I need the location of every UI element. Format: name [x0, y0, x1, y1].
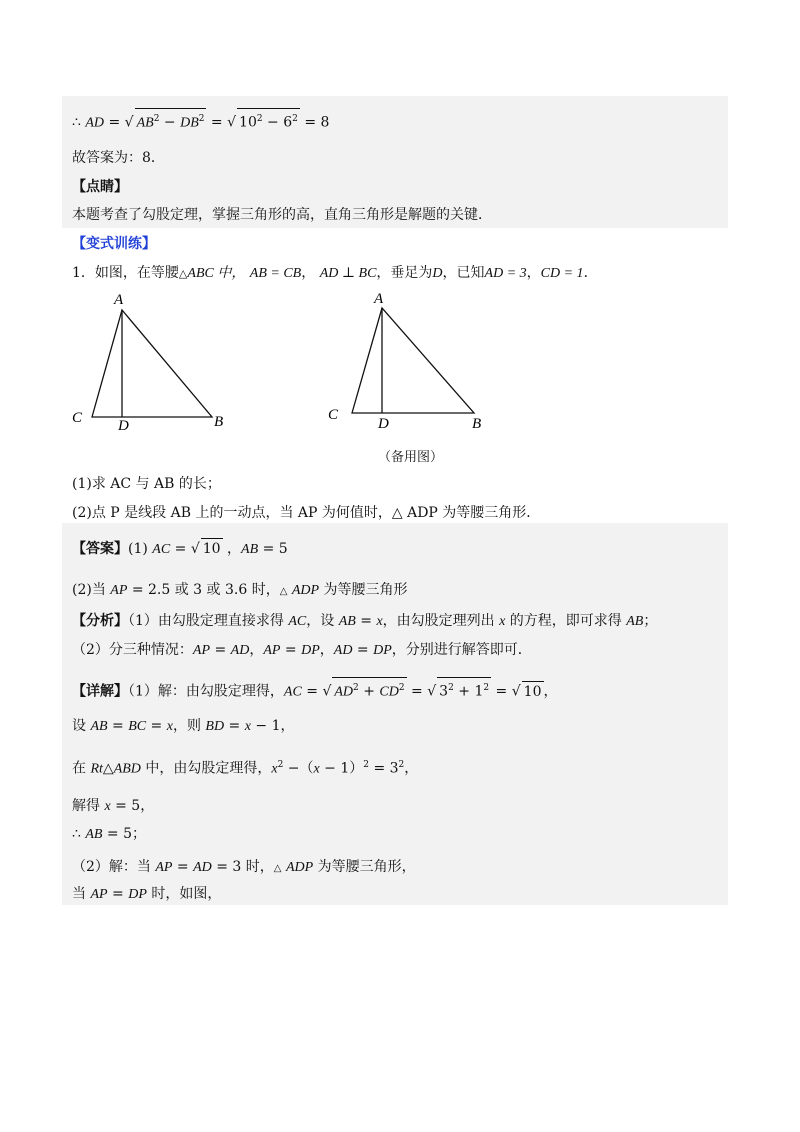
detail-line-2: 设 AB = BC = x，则 BD = x − 1，	[72, 718, 295, 734]
detail-line-6: （2）解：当 AP = AD = 3 时，△ ADP 为等腰三角形，	[72, 859, 416, 875]
detail-line-7: 当 AP = DP 时，如图，	[72, 886, 222, 902]
previous-answer: 故答案为：8．	[72, 150, 165, 166]
answer-line-1: 【答案】(1) AC = √ 10 ，AB = 5	[72, 538, 288, 560]
fig1-label-b: B	[214, 414, 224, 430]
sub-question-2: (2)点 P 是线段 AB 上的一动点，当 AP 为何值时，△ ADP 为等腰三角形．	[72, 505, 541, 521]
fig2-label-c: C	[328, 407, 339, 423]
question-1: 1．如图，在等腰△ABC 中， AB = CB， AD ⊥ BC，垂足为D，已知AD = 3，CD = 1．	[72, 265, 598, 281]
fig2-label-b: B	[472, 416, 482, 432]
detail-line-4: 解得 x = 5，	[72, 798, 155, 814]
figure-2-caption: （备用图）	[378, 450, 444, 465]
dianjing-text: 本题考查了勾股定理，掌握三角形的高，直角三角形是解题的关键．	[72, 207, 492, 223]
analysis-line-1: 【分析】（1）由勾股定理直接求得 AC，设 AB = x，由勾股定理列出 x 的方程，即可求得 AB；	[72, 613, 658, 629]
analysis-line-2: （2）分三种情况：AP = AD，AP = DP，AD = DP，分别进行解答即可．	[72, 642, 532, 658]
detail-line-3: 在 Rt△ABD 中，由勾股定理得，$x^2 -(x - 1)^2 = 3^2$，	[72, 760, 419, 777]
fig1-label-a: A	[114, 292, 124, 308]
fig1-label-d: D	[118, 418, 129, 430]
bianshi-label: 【变式训练】	[72, 236, 156, 252]
fig2-label-a: A	[374, 291, 384, 307]
detail-line-5: ∴ AB = 5；	[72, 826, 147, 842]
fig2-label-d: D	[378, 416, 389, 432]
triangle-figure-1	[60, 290, 320, 430]
detail-line-1: 【详解】（1）解：由勾股定理得，AC = √ $AD^2 + CD^2$ = √ $3^2 + 1^2$ = √ 10 ，	[72, 677, 558, 703]
triangle-figure-2	[320, 290, 520, 440]
fig1-label-c: C	[72, 410, 83, 426]
ad-formula: ∴ AD = √ $AB^2 - DB^2$ = √ $10^2 - 6^2 = 8$	[72, 108, 329, 134]
sub-question-1: (1)求 AC 与 AB 的长；	[72, 476, 221, 492]
answer-line-2: (2)当 AP = 2.5 或 3 或 3.6 时，△ ADP 为等腰三角形	[72, 582, 408, 598]
dianjing-label: 【点睛】	[72, 179, 128, 195]
